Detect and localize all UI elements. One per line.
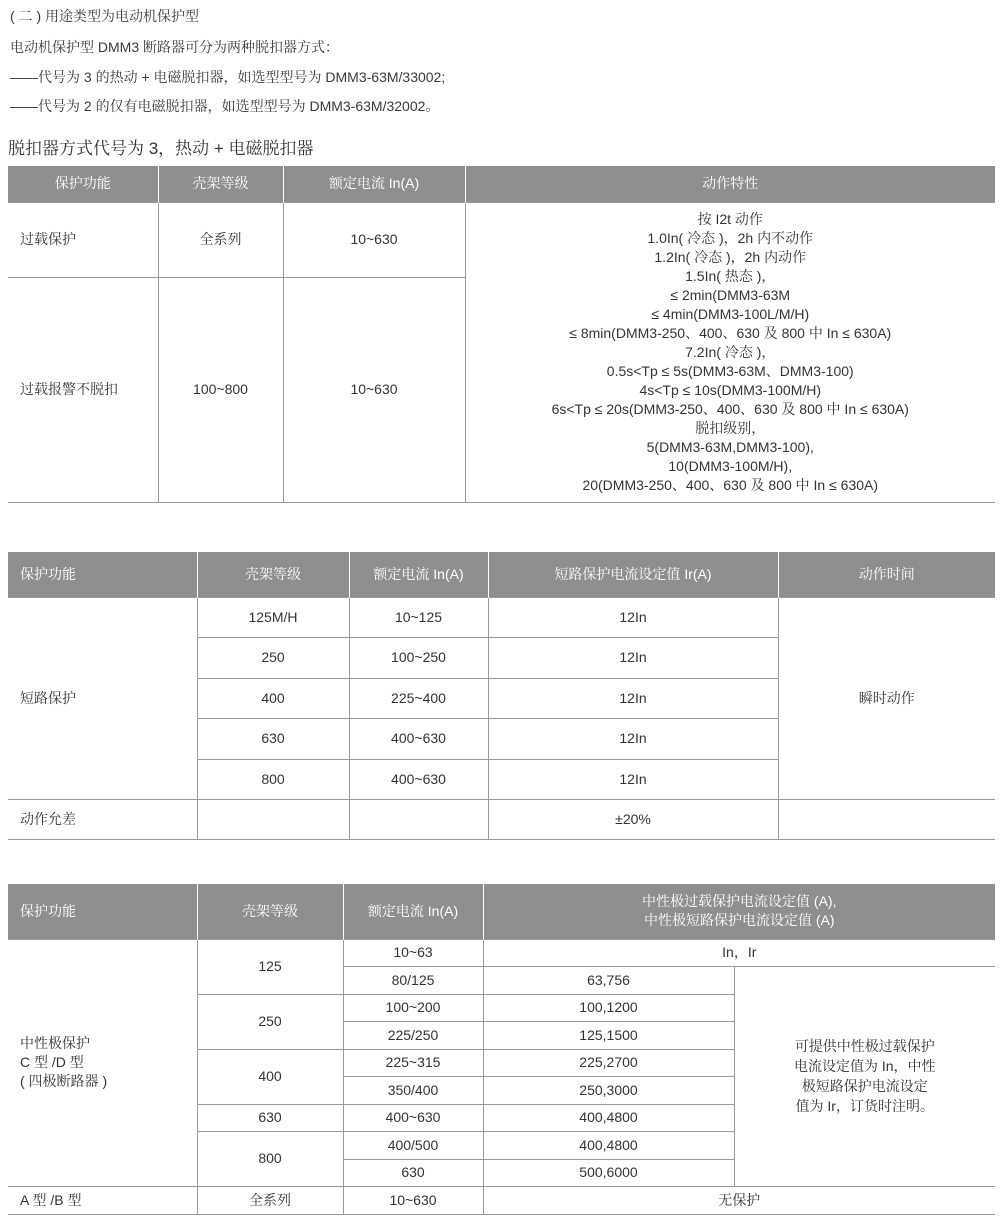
frame-cell: 250 — [197, 637, 349, 678]
frame-cell: 630 — [197, 718, 349, 759]
function-line: 中性极保护 — [20, 1035, 90, 1051]
value-cell: 400,4800 — [483, 1131, 734, 1159]
current-cell: 225~315 — [343, 1049, 483, 1076]
action-characteristics-cell — [465, 202, 995, 502]
characteristic-line: 4s<Tp ≤ 10s(DMM3-100M/H) — [639, 381, 822, 398]
short-circuit-table — [8, 552, 995, 840]
function-cell — [8, 939, 197, 1186]
value-cell: 100,1200 — [483, 994, 734, 1021]
current-cell: 400~630 — [343, 1104, 483, 1131]
table-caption: 脱扣器方式代号为 3，热动 + 电磁脱扣器 — [8, 139, 314, 158]
value-cell: In，Ir — [483, 939, 995, 966]
tolerance-value: ±20% — [488, 799, 778, 839]
current-cell: 400~630 — [349, 718, 488, 759]
characteristic-line: 1.2In( 冷态 )，2h 内动作 — [654, 248, 807, 265]
column-header: 短路保护电流设定值 Ir(A) — [488, 552, 778, 597]
column-header: 动作特性 — [465, 166, 995, 202]
frame-cell: 800 — [197, 759, 349, 799]
column-header — [483, 884, 995, 939]
frame-cell: 250 — [197, 994, 343, 1049]
current-cell: 10~125 — [349, 597, 488, 637]
characteristic-line: ≤ 4min(DMM3-100L/M/H) — [651, 305, 810, 322]
current-cell: 225/250 — [343, 1021, 483, 1049]
frame-cell: 125M/H — [197, 597, 349, 637]
current-cell: 225~400 — [349, 678, 488, 718]
function-cell: 过载保护 — [8, 202, 158, 277]
characteristic-line: 7.2In( 冷态 )， — [685, 343, 776, 360]
function-line: ( 四极断路器 ) — [20, 1073, 108, 1089]
column-header: 保护功能 — [8, 552, 197, 597]
header-line: 中性极短路保护电流设定值 (A) — [643, 912, 835, 929]
table-row — [8, 597, 995, 637]
current-cell: 400/500 — [343, 1131, 483, 1159]
table-row — [8, 939, 995, 966]
column-header: 动作时间 — [778, 552, 995, 597]
tolerance-label: 动作允差 — [8, 799, 197, 839]
column-header: 壳架等级 — [197, 552, 349, 597]
function-line: C 型 /D 型 — [20, 1054, 84, 1070]
value-cell: 500,6000 — [483, 1159, 734, 1186]
current-cell: 10~63 — [343, 939, 483, 966]
value-cell: 63,756 — [483, 966, 734, 994]
function-cell: A 型 /B 型 — [8, 1186, 197, 1214]
current-cell: 630 — [343, 1159, 483, 1186]
column-header: 保护功能 — [8, 166, 158, 202]
current-cell: 10~630 — [283, 202, 465, 277]
section-heading: ( 二 ) 用途类型为电动机保护型 — [10, 8, 199, 24]
characteristic-line: 5(DMM3-63M,DMM3-100), — [646, 438, 814, 455]
value-cell: 无保护 — [483, 1186, 995, 1214]
current-cell: 400~630 — [349, 759, 488, 799]
action-time-cell: 瞬时动作 — [778, 597, 995, 799]
characteristic-line: 20(DMM3-250、400、630 及 800 中 In ≤ 630A) — [582, 476, 879, 493]
characteristic-line: 脱扣级别， — [695, 419, 766, 436]
function-cell: 过载报警不脱扣 — [8, 277, 158, 502]
frame-cell: 全系列 — [197, 1186, 343, 1214]
intro-line: ——代号为 3 的热动 + 电磁脱扣器，如选型型号为 DMM3-63M/33002; — [10, 69, 446, 85]
setting-cell: 12In — [488, 637, 778, 678]
note-line: 电流设定值为 In，中性 — [793, 1058, 936, 1074]
characteristic-line: ≤ 8min(DMM3-250、400、630 及 800 中 In ≤ 630A) — [569, 324, 892, 341]
column-header: 额定电流 In(A) — [283, 166, 465, 202]
current-cell: 10~630 — [283, 277, 465, 502]
frame-cell: 125 — [197, 939, 343, 994]
value-cell: 225,2700 — [483, 1049, 734, 1076]
setting-cell: 12In — [488, 759, 778, 799]
empty-cell — [778, 799, 995, 839]
current-cell: 10~630 — [343, 1186, 483, 1214]
current-cell: 100~200 — [343, 994, 483, 1021]
intro-line: ——代号为 2 的仅有电磁脱扣器，如选型型号为 DMM3-63M/32002。 — [10, 98, 440, 114]
setting-cell: 12In — [488, 718, 778, 759]
frame-cell: 400 — [197, 1049, 343, 1104]
value-cell: 400,4800 — [483, 1104, 734, 1131]
table-row — [8, 1186, 995, 1214]
current-cell: 80/125 — [343, 966, 483, 994]
frame-cell: 630 — [197, 1104, 343, 1131]
value-cell: 125,1500 — [483, 1021, 734, 1049]
note-cell — [734, 966, 995, 1186]
frame-cell: 100~800 — [158, 277, 283, 502]
characteristic-line: 6s<Tp ≤ 20s(DMM3-250、400、630 及 800 中 In ≤ 630A) — [551, 400, 909, 417]
column-header: 保护功能 — [8, 884, 197, 939]
frame-cell: 全系列 — [158, 202, 283, 277]
note-line: 值为 Ir，订货时注明。 — [795, 1098, 934, 1114]
empty-cell — [349, 799, 488, 839]
characteristic-line: 0.5s<Tp ≤ 5s(DMM3-63M、DMM3-100) — [606, 362, 854, 379]
characteristic-line: ≤ 2min(DMM3-63M — [670, 286, 791, 303]
characteristic-line: 1.5In( 热态 )， — [685, 267, 776, 284]
frame-cell: 800 — [197, 1131, 343, 1186]
empty-cell — [197, 799, 349, 839]
table-row — [8, 799, 995, 839]
characteristic-line: 按 I2t 动作 — [697, 210, 763, 227]
column-header: 壳架等级 — [158, 166, 283, 202]
setting-cell: 12In — [488, 597, 778, 637]
characteristic-line: 1.0In( 冷态 )，2h 内不动作 — [647, 229, 814, 246]
current-cell: 100~250 — [349, 637, 488, 678]
frame-cell: 400 — [197, 678, 349, 718]
setting-cell: 12In — [488, 678, 778, 718]
table-row — [8, 202, 995, 277]
column-header: 额定电流 In(A) — [343, 884, 483, 939]
note-line: 极短路保护电流设定 — [801, 1078, 928, 1094]
function-cell: 短路保护 — [8, 597, 197, 799]
value-cell: 250,3000 — [483, 1076, 734, 1104]
header-line: 中性极过载保护电流设定值 (A), — [642, 893, 837, 910]
intro-line: 电动机保护型 DMM3 断路器可分为两种脱扣器方式： — [10, 39, 339, 55]
current-cell: 350/400 — [343, 1076, 483, 1104]
characteristic-line: 10(DMM3-100M/H), — [668, 457, 793, 474]
note-line: 可提供中性极过载保护 — [794, 1038, 935, 1054]
trip-characteristics-table — [8, 166, 995, 503]
neutral-protection-table — [8, 884, 995, 1215]
column-header: 额定电流 In(A) — [349, 552, 488, 597]
column-header: 壳架等级 — [197, 884, 343, 939]
